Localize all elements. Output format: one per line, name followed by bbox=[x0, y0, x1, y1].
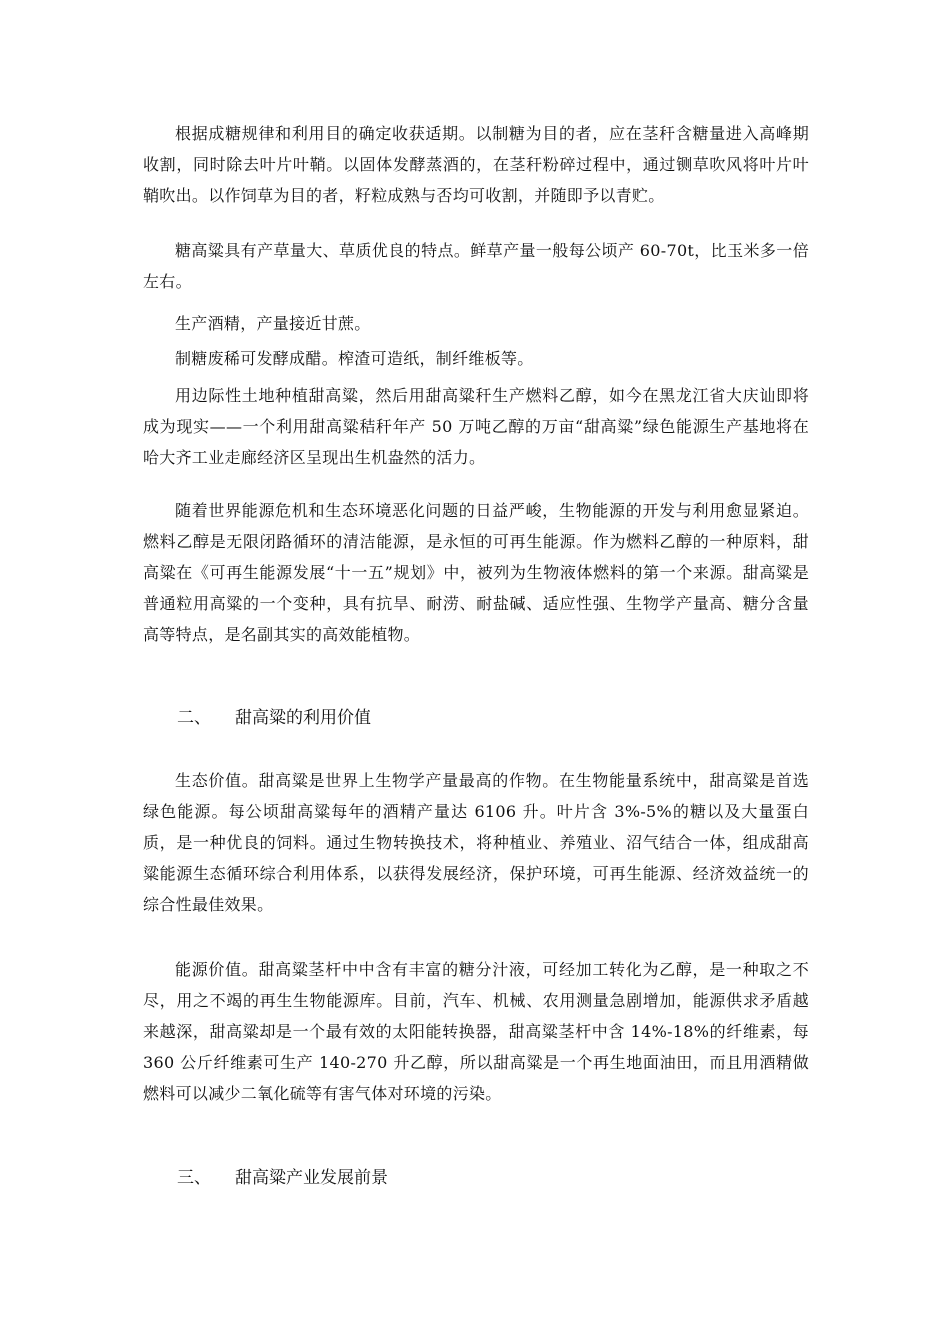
paragraph-energy-value: 能源价值。甜高粱茎杆中中含有丰富的糖分汁液，可经加工转化为乙醇，是一种取之不尽，用之不竭的再生生物能源库。目前，汽车、机械、农用测量急剧增加，能源供求矛盾越来越深，甜高粱却是一个最有效的太阳能转换器，甜高粱茎杆中含 14%-18%的纤维素，每 360 公斤纤维素可生产 140-270 升乙醇，所以甜高粱是一个再生地面油田，而且用酒精做燃料可以减少二氧化硫等有害气体对环境的污染。 bbox=[143, 960, 809, 1103]
paragraph-alcohol-production: 生产酒精，产量接近甘蔗。 bbox=[175, 314, 371, 333]
section-title: 甜高粱的利用价值 bbox=[235, 708, 371, 728]
section-heading-industry-prospects bbox=[177, 1166, 388, 1190]
paragraph-forage-yield: 糖高粱具有产草量大、草质优良的特点。鲜草产量一般每公顷产 60-70t，比玉米多一倍左右。 bbox=[143, 241, 809, 291]
section-number: 二、 bbox=[177, 708, 211, 728]
section-title: 甜高粱产业发展前景 bbox=[235, 1168, 388, 1188]
section-heading-utilization-value bbox=[177, 706, 371, 730]
section-number: 三、 bbox=[177, 1168, 211, 1188]
paragraph-energy-crisis: 随着世界能源危机和生态环境恶化问题的日益严峻，生物能源的开发与利用愈显紧迫。燃料乙醇是无限闭路循环的清洁能源，是永恒的可再生能源。作为燃料乙醇的一种原料，甜高粱在《可再生能源发展“十一五”规划》中，被列为生物液体燃料的第一个来源。甜高粱是普通粒用高粱的一个变种，具有抗旱、耐涝、耐盐碱、适应性强、生物学产量高、糖分含量高等特点，是名副其实的高效能植物。 bbox=[143, 501, 809, 644]
paragraph-daqing-base: 用边际性土地种植甜高粱，然后用甜高粱秆生产燃料乙醇，如今在黑龙江省大庆讪即将成为现实——一个利用甜高粱秸秆年产 50 万吨乙醇的万亩“甜高粱”绿色能源生产基地将在哈大齐工业走廊经济区呈现出生机盎然的活力。 bbox=[143, 386, 809, 467]
paragraph-harvest-timing: 根据成糖规律和利用目的确定收获适期。以制糖为目的者，应在茎秆含糖量进入高峰期收割，同时除去叶片叶鞘。以固体发酵蒸酒的，在茎秆粉碎过程中，通过铡草吹风将叶片叶鞘吹出。以作饲草为目的者，籽粒成熟与否均可收割，并随即予以青贮。 bbox=[143, 124, 809, 205]
paragraph-byproducts: 制糖废稀可发酵成醋。榨渣可造纸，制纤维板等。 bbox=[175, 349, 534, 368]
paragraph-ecological-value: 生态价值。甜高粱是世界上生物学产量最高的作物。在生物能量系统中，甜高粱是首选绿色能源。每公顷甜高粱每年的酒精产量达 6106 升。叶片含 3%-5%的糖以及大量蛋白质，是一种优良的饲料。通过生物转换技术，将种植业、养殖业、沼气结合一体，组成甜高粱能源生态循环综合利用体系，以获得发展经济，保护环境，可再生能源、经济效益统一的综合性最佳效果。 bbox=[143, 771, 809, 914]
